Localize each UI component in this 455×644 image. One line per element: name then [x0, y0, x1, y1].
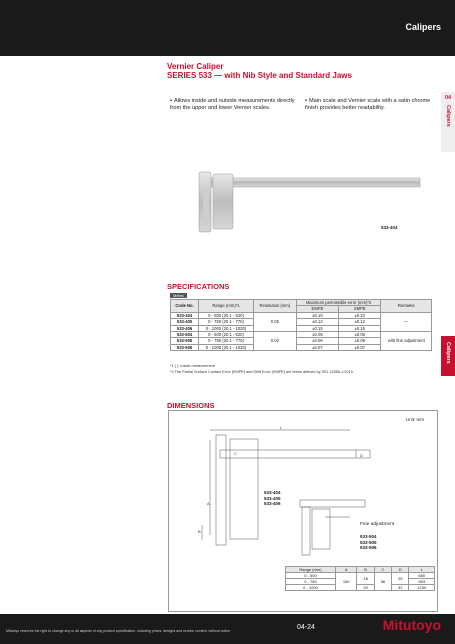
section-title: Calipers [405, 22, 441, 32]
model-group-2: 533-504 533-505 533-506 [360, 534, 377, 550]
dim-label-L: L [280, 425, 283, 430]
brand-logo: Mitutoyo [382, 617, 441, 633]
specifications-table [170, 299, 432, 351]
dim-label-B: B [198, 529, 201, 534]
feature-bullet-1: • Allows inside and outside measurements directly from the upper and lower Vernier scales. [170, 98, 295, 111]
spec-note-2: *2 The Partial Surface Contact Error (EMPE) and Shift Error (SMPE) are terms defined by ISO 13385-1:2019. [170, 370, 354, 374]
th-remarks: Remarks [381, 300, 432, 313]
specifications-heading: SPECIFICATIONS [167, 282, 230, 291]
chapter-number: 04 [444, 95, 452, 101]
model-group-1: 533-404 533-405 533-406 [264, 490, 281, 506]
bullet-icon: • [170, 98, 172, 104]
table-row: 0 - 750 963 [286, 579, 435, 585]
remarks-b: with fine adjustment [381, 332, 432, 351]
dimensions-heading: DIMENSIONS [167, 401, 215, 410]
th-smpe: SMPE [339, 306, 381, 312]
dimensions-table: Range (mm) A B C D L 0 - 500 150 18 56 25 680 0 - 750 963 0 - 1000 20 32 1230 [285, 566, 435, 591]
footer-disclaimer: Mitutoyo reserves the right to change any or all aspects of any product specification, including prices, designs and service content, without notice. [6, 629, 231, 633]
spec-note-1: *1 ( ): Inside measurement [170, 364, 215, 368]
product-subtitle: SERIES 533 — with Nib Style and Standard Jaws [167, 71, 352, 80]
unit-label: Unit: mm [406, 417, 424, 422]
th-mpe: Maximum permissible error (mm)*2 [296, 300, 381, 306]
chapter-label-active: Calipers [445, 342, 451, 364]
th-range: Range (mm)*1 [199, 300, 254, 313]
table-row: 533-505 0 - 750 (20.1 - 770) ±0.06 ±0.06 [171, 338, 432, 344]
image-caption: 533-404 [381, 225, 398, 230]
unit-tag: Metric [170, 293, 187, 298]
side-tab-active[interactable] [441, 336, 455, 376]
product-title: Vernier Caliper [167, 62, 224, 71]
remarks-a: — [381, 312, 432, 331]
feature-bullet-2: • Main scale and Vernier scale with a satin chrome finish provides better readability. [305, 98, 431, 111]
table-row: 0 - 500 150 18 56 25 680 [286, 573, 435, 579]
resolution-a: 0.05 [253, 312, 296, 331]
side-tab[interactable] [441, 92, 455, 152]
chapter-label: Calipers [445, 105, 451, 127]
table-row: 533-406 0 - 1000 (20.1 - 1020) ±0.15 ±0.15 [171, 325, 432, 331]
th-empe: EMPE [296, 306, 338, 312]
table-row: 533-404 0 - 500 (20.1 - 520) 0.05 ±0.10 ±0.10 — [171, 312, 432, 318]
dim-label-A: A [207, 501, 210, 506]
th-code: Code No. [171, 300, 199, 313]
dim-label-D: D [360, 453, 363, 458]
resolution-b: 0.02 [253, 332, 296, 351]
table-row: 533-504 0 - 500 (20.1 - 520) 0.02 ±0.05 ±0.05 with fine adjustment [171, 332, 432, 338]
dim-label-C: C [234, 451, 237, 456]
bullet-icon: • [305, 98, 307, 104]
page-number: 04-24 [297, 624, 315, 631]
th-resolution: Resolution (mm) [253, 300, 296, 313]
fine-adjustment-label: Fine adjustment [360, 522, 395, 527]
header-bar [0, 0, 455, 56]
table-row: 533-506 0 - 1000 (20.1 - 1020) ±0.07 ±0.07 [171, 344, 432, 350]
dimension-drawing [190, 425, 380, 560]
table-row: 0 - 1000 20 32 1230 [286, 585, 435, 591]
table-row: 533-405 0 - 750 (20.1 - 770) ±0.12 ±0.12 [171, 319, 432, 325]
